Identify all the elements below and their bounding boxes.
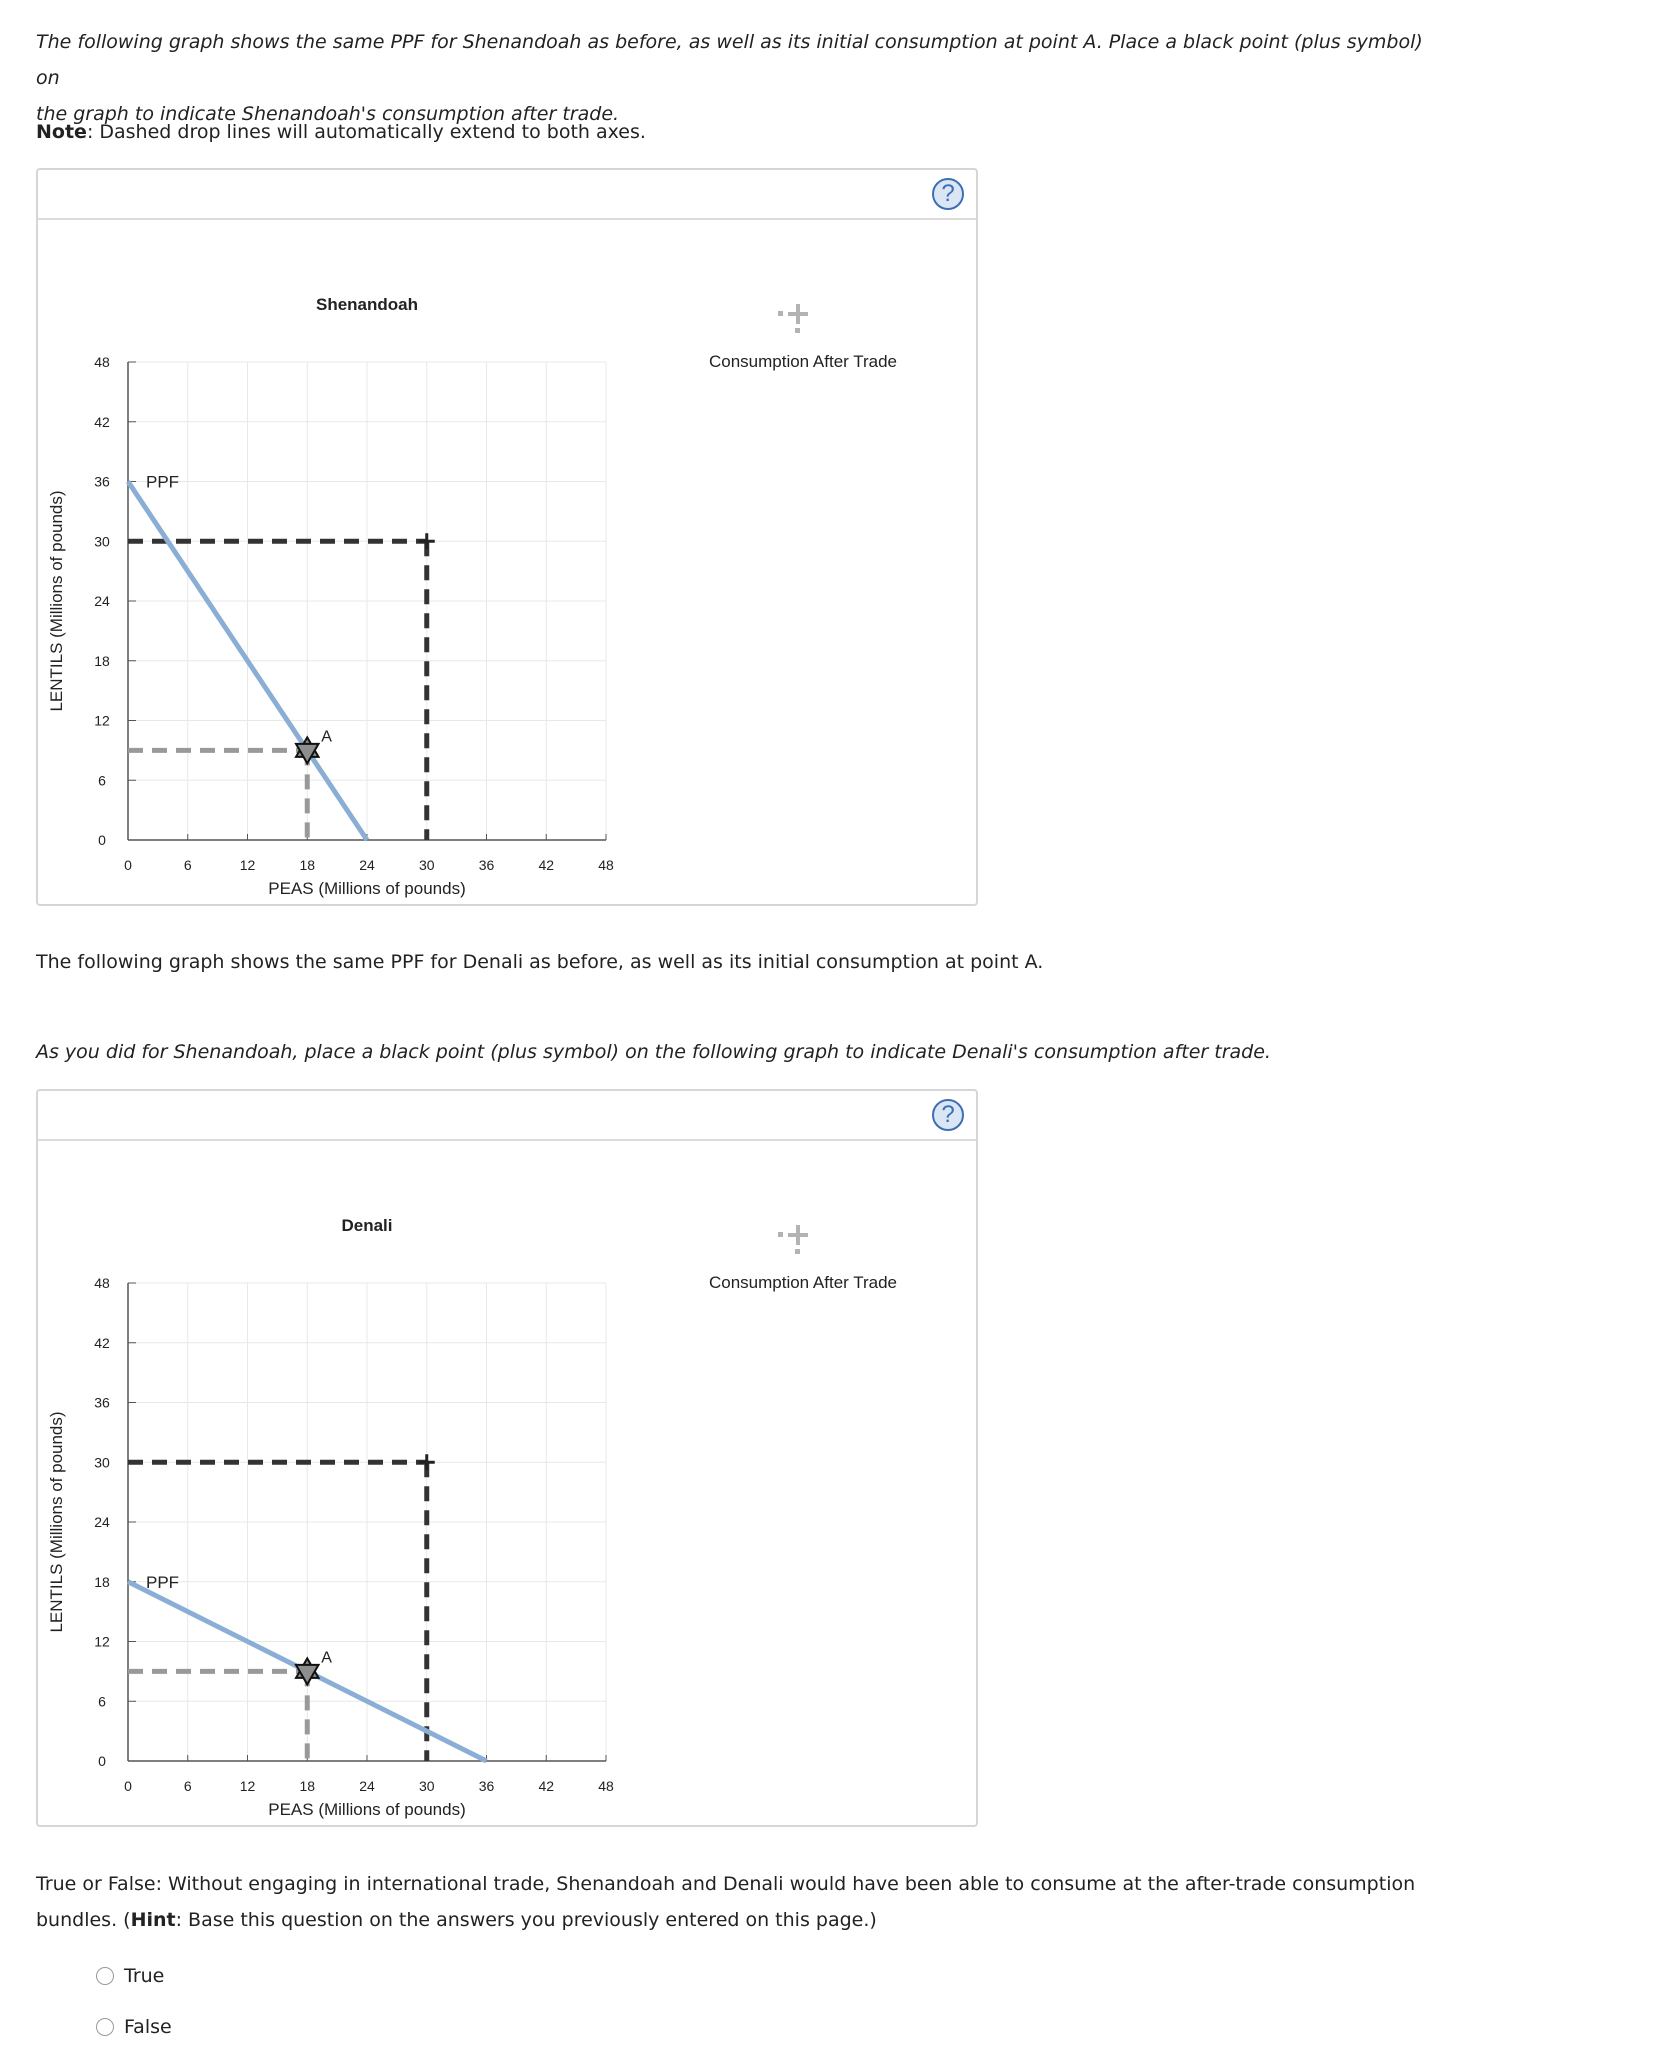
- radio-false[interactable]: [96, 2018, 114, 2036]
- y-tick-label: 0: [98, 832, 106, 848]
- y-tick-label: 12: [94, 1633, 110, 1650]
- x-tick-label: 12: [239, 857, 256, 873]
- note-label: Note: [36, 121, 87, 143]
- y-tick-label: 6: [98, 772, 106, 789]
- y-tick-label: 6: [98, 1693, 106, 1710]
- denali-chart[interactable]: [38, 1139, 976, 1827]
- help-icon[interactable]: ?: [932, 178, 964, 210]
- x-axis-title: PEAS (Millions of pounds): [268, 1800, 466, 1819]
- graph-panel-denali: [36, 1089, 978, 1827]
- y-tick-label: 36: [94, 1394, 110, 1411]
- y-axis-title: LENTILS (Millions of pounds): [47, 1411, 66, 1633]
- question-line-2-post: : Base this question on the answers you previously entered on this page.): [175, 1909, 877, 1931]
- y-tick-label: 18: [94, 1573, 110, 1590]
- ppf-label: PPF: [146, 472, 180, 492]
- consumption-after-trade-point[interactable]: [419, 1454, 435, 1470]
- x-tick-label: 36: [478, 1778, 495, 1794]
- y-tick-label: 24: [94, 593, 110, 609]
- tool-label: Consumption After Trade: [708, 352, 898, 371]
- x-tick-label: 30: [418, 857, 435, 873]
- point-a-label: A: [321, 1649, 332, 1667]
- x-tick-label: 0: [124, 857, 132, 873]
- x-tick-label: 0: [124, 1778, 132, 1794]
- y-tick-label: 18: [94, 652, 110, 669]
- x-tick-label: 24: [359, 1778, 375, 1794]
- chart-title: Shenandoah: [315, 295, 419, 314]
- option-true[interactable]: [96, 1965, 164, 1987]
- help-icon[interactable]: ?: [932, 1099, 964, 1131]
- y-tick-label: 12: [94, 712, 110, 729]
- ppf-label: PPF: [146, 1572, 180, 1592]
- x-tick-label: 18: [299, 1778, 316, 1794]
- grid: [128, 362, 606, 840]
- y-tick-label: 30: [94, 533, 110, 550]
- x-tick-label: 48: [598, 1778, 614, 1794]
- option-false-label[interactable]: False: [124, 2016, 172, 2038]
- x-tick-label: 30: [418, 1778, 435, 1794]
- consumption-after-trade-tool[interactable]: [709, 1225, 897, 1292]
- x-tick-label: 48: [598, 857, 614, 873]
- panel-header: [38, 170, 976, 220]
- consumption-after-trade-point[interactable]: [419, 533, 435, 549]
- y-tick-label: 48: [94, 1275, 110, 1291]
- x-tick-label: 18: [299, 857, 316, 873]
- y-tick-label: 36: [94, 473, 110, 490]
- y-tick-label: 30: [94, 1454, 110, 1471]
- graph-panel-shenandoah: [36, 168, 978, 906]
- x-tick-label: 36: [478, 857, 495, 873]
- x-tick-label: 42: [538, 1778, 555, 1794]
- y-tick-label: 42: [94, 1334, 110, 1351]
- question-line-2-pre: bundles. (: [36, 1909, 131, 1931]
- x-axis-title: PEAS (Millions of pounds): [268, 879, 466, 898]
- y-tick-label: 0: [98, 1753, 106, 1769]
- panel-header: [38, 1091, 976, 1141]
- question-text: [36, 1866, 1436, 1938]
- y-tick-label: 24: [94, 1514, 110, 1530]
- denali-intro-text: [36, 944, 1436, 980]
- option-true-label[interactable]: True: [124, 1965, 165, 1987]
- plus-tool-dot: [795, 1249, 800, 1254]
- grid: [128, 1283, 606, 1761]
- x-tick-label: 12: [239, 1778, 256, 1794]
- instruction-line-1: The following graph shows the same PPF for Shenandoah as before, as well as its initial consumption at point A. Place a black point (plus symbol) on: [36, 31, 1423, 89]
- chart-title: Denali: [341, 1216, 393, 1235]
- denali-instruction-text: [36, 1034, 1436, 1070]
- hint-label: Hint: [130, 1909, 176, 1931]
- note-body: : Dashed drop lines will automatically extend to both axes.: [86, 121, 646, 143]
- x-tick-label: 6: [183, 857, 192, 873]
- y-tick-label: 42: [94, 413, 110, 430]
- note-text: [36, 114, 1436, 150]
- plus-tool-dot: [795, 328, 800, 333]
- tool-label: Consumption After Trade: [708, 1273, 898, 1292]
- shenandoah-chart[interactable]: [38, 218, 976, 906]
- x-tick-label: 6: [183, 1778, 192, 1794]
- option-false[interactable]: [96, 2016, 172, 2038]
- question-line-1: True or False: Without engaging in international trade, Shenandoah and Denali would have been able to consume at the after-trade consumption: [36, 1873, 1416, 1895]
- radio-true[interactable]: [96, 1967, 114, 1985]
- plus-tool-dot: [778, 311, 783, 316]
- point-a-label: A: [321, 728, 332, 746]
- y-axis-title: LENTILS (Millions of pounds): [47, 490, 66, 712]
- plus-tool-dot: [778, 1232, 783, 1237]
- x-tick-label: 24: [359, 857, 375, 873]
- instruction-line-2: the graph to indicate Shenandoah's consumption after trade.: [36, 103, 620, 125]
- denali-instruction-line: As you did for Shenandoah, place a black point (plus symbol) on the following graph to indicate Denali's consumption after trade.: [36, 1041, 1271, 1063]
- consumption-after-trade-tool[interactable]: [709, 304, 897, 371]
- denali-intro-line: The following graph shows the same PPF for Denali as before, as well as its initial consumption at point A.: [36, 951, 1044, 973]
- y-tick-label: 48: [94, 354, 110, 370]
- x-tick-label: 42: [538, 857, 555, 873]
